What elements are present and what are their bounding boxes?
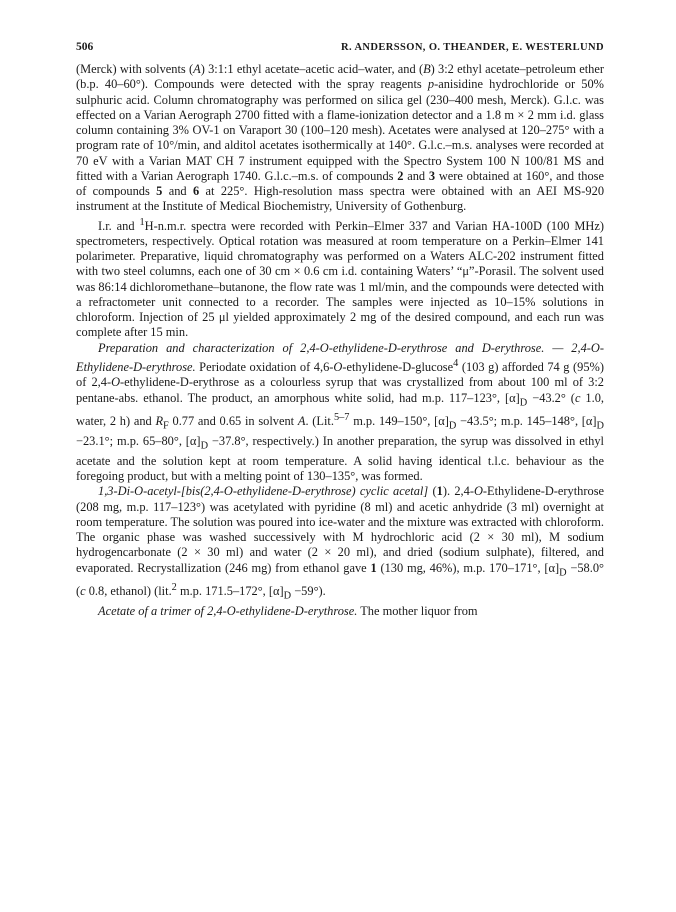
running-header xyxy=(76,41,604,53)
section-heading-preparation: Preparation and characterization of 2,4-O-ethylidene-D-erythrose and D-erythrose. — 2,4-O-Ethylidene-D-erythrose. xyxy=(76,340,604,374)
running-authors: R. ANDERSSON, O. THEANDER, E. WESTERLUND xyxy=(340,42,604,53)
paragraph-diacetyl: 1,3-Di-O-acetyl-[bis(2,4-O-ethylidene-D-erythrose) cyclic acetal] (1). 2,4-O-Ethylidene-D-erythrose (208 mg, m.p. 117–123°) was acetylated with pyridine (8 ml) and acetic anhydride (3 ml) overnight at room temperature. The solution was poured into ice-water and the mixture was extracted with chloroform. The organic phase was washed successively with M hydrochloric acid (2 × 30 ml), M sodium hydrogencarbonate (2 × 30 ml) and water (2 × 20 ml), and dried (sodium sulphate), filtered, and evaporated. Recrystallization (246 mg) from ethanol gave 1 (130 mg, 46%), m.p. 170–171°, $[\alpha]_D -58.0^\circ$ (c 0.8, ethanol) (lit.$^2$ m.p. 171.5–172°, $[\alpha]_D -59^\circ$). xyxy=(76,484,605,602)
section-heading-trimer: Acetate of a trimer of 2,4-O-ethylidene-D-erythrose. xyxy=(98,604,358,619)
page-number: 506 xyxy=(76,41,94,53)
paragraph-spectroscopy: I.r. and $^1$H-n.m.r. spectra were recorded with Perkin–Elmer 337 and Varian HA-100D (100 MHz) spectrometers, respectively. Optical rotation was measured at room temperature on a Perkin–Elmer 141 polarimeter. Preparative, liquid chromatography was performed on a Waters ALC-202 instrument fitted with two steel columns, each one of 30 cm × 0.6 cm i.d. containing Waters’ “μ”-Porasil. The solvent used was 86:14 dichloromethane–butanone, the flow rate was 1 ml/min, and the compounds were detected with a refractometer unit connected to a recorder. The samples were injected as 10–15% solutions in chloroform. Injection of 25 μl yielded approximately 2 mg of the desired compound, and each run was complete after 15 min. xyxy=(76,216,604,340)
paragraph-preparation: Preparation and characterization of 2,4-O-ethylidene-D-erythrose and D-erythrose. — 2,4-O-Ethylidene-D-erythrose. Periodate oxidation of 4,6-O-ethylidene-D-glucose$^4$ (103 g) afforded 74 g (95%) of 2,4-O-ethylidene-D-erythrose as a colourless syrup that was crystallized from about 100 ml of 3:2 pentane-abs. ethanol. The product, an amorphous white solid, had m.p. 117–123°, $[\alpha]_D -43.2^\circ$ (c 1.0, water, 2 h) and $R_F$ 0.77 and 0.65 in solvent A. (Lit.$^{5-7}$ m.p. 149–150°, $[\alpha]_D -43.5^\circ$; m.p. 145–148°, $[\alpha]_D -23.1^\circ$; m.p. 65–80°, $[\alpha]_D -37.8^\circ$, respectively.) In another preparation, the syrup was dissolved in ethyl acetate and the solution kept at room temperature. A solid having identical t.l.c. behaviour as the foregoing product, but with a melting point of 130–135°, was formed. xyxy=(76,340,605,484)
paragraph-trimer: Acetate of a trimer of 2,4-O-ethylidene-D-erythrose. The mother liquor from xyxy=(98,604,478,619)
paragraph-materials: (Merck) with solvents (A) 3:1:1 ethyl acetate–acetic acid–water, and (B) 3:2 ethyl acetate–petroleum ether (b.p. 40–60°). Compounds were detected with the spray reagents p-anisidine hydrochloride or 50% sulphuric acid. Column chromatography was performed on silica gel (230–400 mesh, Merck). G.l.c. was effected on a Varian Aerograph 2700 fitted with a flame-ionization detector and a 1.8 m × 2 mm i.d. glass column containing 3% OV-1 on Varaport 30 (100–120 mesh). Acetates were analysed at 120–275° with a program rate of 10°/min, and alditol acetates isothermically at 140°. G.l.c.–m.s. analyses were recorded at 70 eV with a Varian MAT CH 7 instrument equipped with the Spectro System 100 N 100/81 MS and fitted with a Varian Aerograph 1740. G.l.c.–m.s. of compounds 2 and 3 were obtained at 160°, and those of compounds 5 and 6 at 225°. High-resolution mass spectra were obtained with an AEI MS-920 instrument at the Institute of Medical Biochemistry, University of Gothenburg. xyxy=(76,62,605,214)
article-body xyxy=(76,62,604,619)
section-heading-diacetyl: 1,3-Di-O-acetyl-[bis(2,4-O-ethylidene-D-erythrose) cyclic acetal] xyxy=(98,484,429,499)
